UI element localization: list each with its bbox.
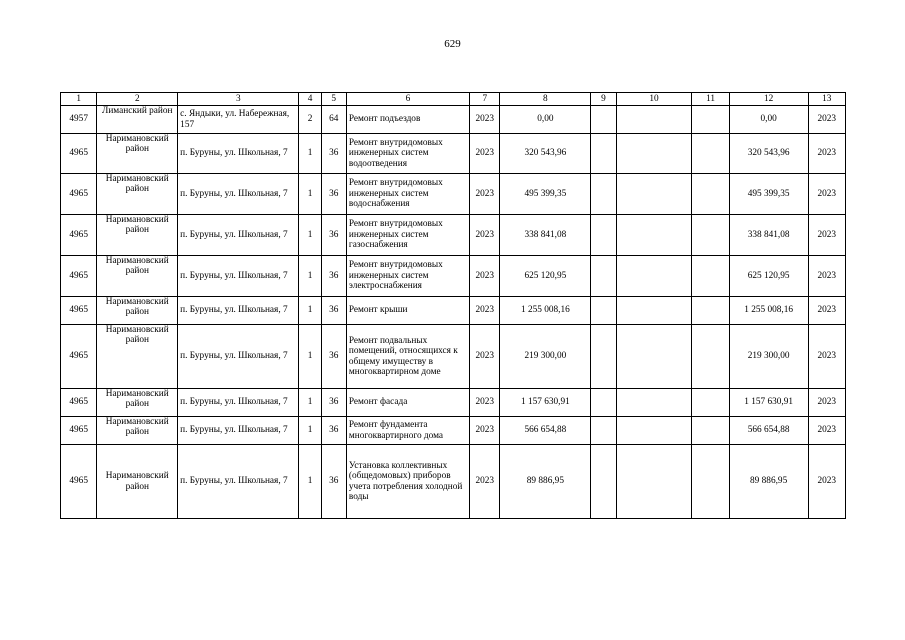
- cell-col9: [591, 389, 616, 417]
- cell-number: 4965: [61, 445, 97, 519]
- cell-work-type: Ремонт внутридомовых инженерных систем водоснабжения: [346, 174, 469, 215]
- column-header: 7: [470, 93, 500, 106]
- column-header: 11: [692, 93, 729, 106]
- table-row: [61, 256, 846, 297]
- cell-col10: [616, 174, 692, 215]
- cell-work-type: Ремонт фасада: [346, 389, 469, 417]
- cell-address: п. Буруны, ул. Школьная, 7: [178, 134, 299, 174]
- cell-col4: 1: [299, 256, 321, 297]
- cell-amount: 338 841,08: [500, 215, 591, 256]
- cell-amount-total: 1 157 630,91: [729, 389, 808, 417]
- table-row: [61, 445, 846, 519]
- table-row: [61, 325, 846, 389]
- cell-col11: [692, 297, 729, 325]
- column-header: 1: [61, 93, 97, 106]
- cell-amount-total: 0,00: [729, 106, 808, 134]
- cell-col4: 1: [299, 174, 321, 215]
- table-row: [61, 389, 846, 417]
- cell-number: 4965: [61, 325, 97, 389]
- cell-district: Лиманский район: [97, 106, 178, 134]
- cell-amount: 625 120,95: [500, 256, 591, 297]
- cell-col10: [616, 256, 692, 297]
- cell-col9: [591, 445, 616, 519]
- cell-amount-total: 320 543,96: [729, 134, 808, 174]
- cell-col4: 1: [299, 445, 321, 519]
- table-row: [61, 106, 846, 134]
- cell-district: Наримановский район: [97, 134, 178, 174]
- cell-year: 2023: [470, 106, 500, 134]
- cell-year-end: 2023: [808, 174, 845, 215]
- cell-amount: 1 157 630,91: [500, 389, 591, 417]
- cell-year-end: 2023: [808, 215, 845, 256]
- cell-col9: [591, 215, 616, 256]
- cell-col9: [591, 417, 616, 445]
- cell-col4: 1: [299, 134, 321, 174]
- cell-col5: 36: [321, 297, 346, 325]
- cell-district: Наримановский район: [97, 389, 178, 417]
- cell-col10: [616, 445, 692, 519]
- table-row: [61, 297, 846, 325]
- cell-work-type: Ремонт внутридомовых инженерных систем водоотведения: [346, 134, 469, 174]
- cell-col10: [616, 325, 692, 389]
- cell-year-end: 2023: [808, 325, 845, 389]
- page-number: 629: [444, 38, 461, 50]
- cell-col4: 1: [299, 325, 321, 389]
- cell-col10: [616, 389, 692, 417]
- cell-amount: 320 543,96: [500, 134, 591, 174]
- cell-address: п. Буруны, ул. Школьная, 7: [178, 417, 299, 445]
- column-header: 6: [346, 93, 469, 106]
- cell-year: 2023: [470, 417, 500, 445]
- cell-year: 2023: [470, 134, 500, 174]
- cell-amount-total: 566 654,88: [729, 417, 808, 445]
- column-header: 4: [299, 93, 321, 106]
- cell-col10: [616, 417, 692, 445]
- cell-number: 4965: [61, 174, 97, 215]
- cell-col5: 36: [321, 445, 346, 519]
- cell-address: п. Буруны, ул. Школьная, 7: [178, 389, 299, 417]
- cell-col5: 36: [321, 174, 346, 215]
- column-header: 13: [808, 93, 845, 106]
- cell-work-type: Ремонт внутридомовых инженерных систем газоснабжения: [346, 215, 469, 256]
- cell-year-end: 2023: [808, 106, 845, 134]
- cell-district: Наримановский район: [97, 174, 178, 215]
- column-header: 10: [616, 93, 692, 106]
- cell-amount-total: 338 841,08: [729, 215, 808, 256]
- cell-col5: 36: [321, 389, 346, 417]
- cell-district: Наримановский район: [97, 325, 178, 389]
- cell-work-type: Ремонт крыши: [346, 297, 469, 325]
- cell-col11: [692, 106, 729, 134]
- cell-col4: 1: [299, 297, 321, 325]
- cell-year: 2023: [470, 325, 500, 389]
- cell-number: 4965: [61, 297, 97, 325]
- cell-district: Наримановский район: [97, 297, 178, 325]
- column-header: 8: [500, 93, 591, 106]
- cell-amount: 219 300,00: [500, 325, 591, 389]
- cell-amount: 495 399,35: [500, 174, 591, 215]
- column-header: 3: [178, 93, 299, 106]
- cell-amount: 89 886,95: [500, 445, 591, 519]
- cell-work-type: Ремонт внутридомовых инженерных систем электроснабжения: [346, 256, 469, 297]
- cell-col11: [692, 389, 729, 417]
- cell-year: 2023: [470, 256, 500, 297]
- cell-col11: [692, 134, 729, 174]
- column-header: 5: [321, 93, 346, 106]
- cell-year: 2023: [470, 215, 500, 256]
- cell-number: 4965: [61, 417, 97, 445]
- table-row: [61, 215, 846, 256]
- column-header: 12: [729, 93, 808, 106]
- cell-col5: 36: [321, 325, 346, 389]
- cell-address: п. Буруны, ул. Школьная, 7: [178, 215, 299, 256]
- cell-col11: [692, 417, 729, 445]
- cell-year-end: 2023: [808, 389, 845, 417]
- cell-col9: [591, 256, 616, 297]
- cell-amount-total: 495 399,35: [729, 174, 808, 215]
- cell-work-type: Ремонт фундамента многоквартирного дома: [346, 417, 469, 445]
- cell-col9: [591, 325, 616, 389]
- table-row: [61, 417, 846, 445]
- cell-district: Наримановский район: [97, 445, 178, 519]
- cell-col4: 1: [299, 389, 321, 417]
- cell-col5: 64: [321, 106, 346, 134]
- cell-col11: [692, 215, 729, 256]
- register-table: [60, 92, 846, 519]
- cell-number: 4965: [61, 215, 97, 256]
- cell-year-end: 2023: [808, 297, 845, 325]
- cell-address: п. Буруны, ул. Школьная, 7: [178, 445, 299, 519]
- cell-col11: [692, 256, 729, 297]
- cell-number: 4965: [61, 134, 97, 174]
- cell-col4: 1: [299, 417, 321, 445]
- cell-district: Наримановский район: [97, 417, 178, 445]
- cell-year-end: 2023: [808, 256, 845, 297]
- cell-col5: 36: [321, 417, 346, 445]
- cell-col10: [616, 215, 692, 256]
- cell-district: Наримановский район: [97, 215, 178, 256]
- cell-amount: 0,00: [500, 106, 591, 134]
- cell-amount: 1 255 008,16: [500, 297, 591, 325]
- cell-amount-total: 219 300,00: [729, 325, 808, 389]
- cell-col9: [591, 174, 616, 215]
- cell-number: 4965: [61, 256, 97, 297]
- column-header: 2: [97, 93, 178, 106]
- cell-address: с. Яндыки, ул. Набережная, 157: [178, 106, 299, 134]
- cell-work-type: Установка коллективных (общедомовых) приборов учета потребления холодной воды: [346, 445, 469, 519]
- table-row: [61, 134, 846, 174]
- cell-address: п. Буруны, ул. Школьная, 7: [178, 174, 299, 215]
- cell-col10: [616, 106, 692, 134]
- cell-year: 2023: [470, 389, 500, 417]
- cell-col5: 36: [321, 134, 346, 174]
- cell-amount-total: 1 255 008,16: [729, 297, 808, 325]
- cell-year: 2023: [470, 297, 500, 325]
- cell-address: п. Буруны, ул. Школьная, 7: [178, 297, 299, 325]
- cell-address: п. Буруны, ул. Школьная, 7: [178, 325, 299, 389]
- cell-col4: 2: [299, 106, 321, 134]
- column-number-row: [61, 93, 846, 106]
- table-row: [61, 174, 846, 215]
- cell-col11: [692, 445, 729, 519]
- cell-district: Наримановский район: [97, 256, 178, 297]
- cell-number: 4965: [61, 389, 97, 417]
- cell-col5: 36: [321, 215, 346, 256]
- cell-work-type: Ремонт подъездов: [346, 106, 469, 134]
- cell-col9: [591, 106, 616, 134]
- cell-col11: [692, 174, 729, 215]
- cell-col9: [591, 134, 616, 174]
- cell-col5: 36: [321, 256, 346, 297]
- cell-amount-total: 625 120,95: [729, 256, 808, 297]
- cell-amount: 566 654,88: [500, 417, 591, 445]
- cell-year-end: 2023: [808, 445, 845, 519]
- cell-work-type: Ремонт подвальных помещений, относящихся к общему имуществу в многоквартирном доме: [346, 325, 469, 389]
- cell-col10: [616, 134, 692, 174]
- cell-col10: [616, 297, 692, 325]
- cell-col4: 1: [299, 215, 321, 256]
- cell-col9: [591, 297, 616, 325]
- cell-col11: [692, 325, 729, 389]
- cell-year-end: 2023: [808, 417, 845, 445]
- cell-year: 2023: [470, 445, 500, 519]
- column-header: 9: [591, 93, 616, 106]
- cell-year: 2023: [470, 174, 500, 215]
- cell-year-end: 2023: [808, 134, 845, 174]
- cell-number: 4957: [61, 106, 97, 134]
- cell-amount-total: 89 886,95: [729, 445, 808, 519]
- cell-address: п. Буруны, ул. Школьная, 7: [178, 256, 299, 297]
